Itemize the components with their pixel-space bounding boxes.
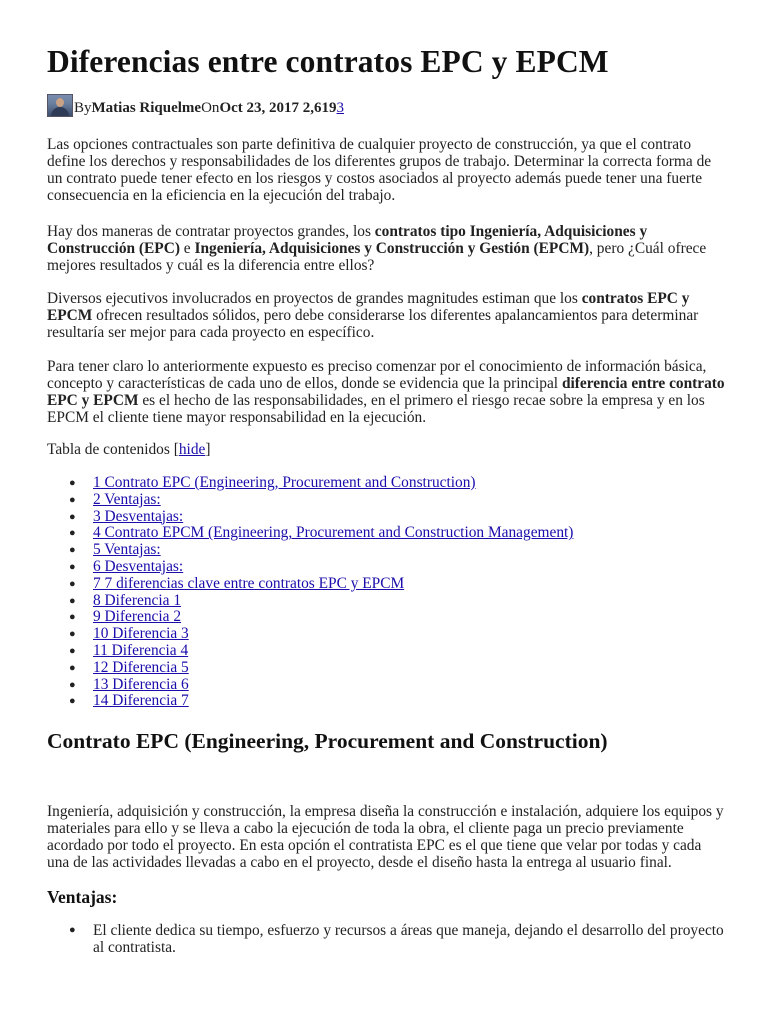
bullet-icon: ● xyxy=(69,611,76,624)
bullet-icon: ● xyxy=(69,527,76,540)
toc-link-10[interactable]: 10 Diferencia 3 xyxy=(93,625,189,643)
toc-link-2[interactable]: 2 Ventajas: xyxy=(93,490,161,508)
bullet-icon: ● xyxy=(69,560,76,573)
byline-on: On xyxy=(201,100,220,116)
toc-link-13[interactable]: 13 Diferencia 6 xyxy=(93,675,189,693)
toc-link-12[interactable]: 12 Diferencia 5 xyxy=(93,658,189,676)
p4-bold: diferencia entre contrato EPC y EPCM xyxy=(47,375,725,409)
bullet-icon: ● xyxy=(69,577,76,590)
p2-text-a: Hay dos maneras de contratar proyectos grandes, los xyxy=(47,223,375,240)
bullet-icon: ● xyxy=(69,695,76,708)
article-title: Diferencias entre contratos EPC y EPCM xyxy=(47,44,609,79)
p3-bold: contratos EPC y EPCM xyxy=(47,290,690,324)
section-heading-epc: Contrato EPC (Engineering, Procurement and Construction) xyxy=(47,729,608,753)
toc-link-6[interactable]: 6 Desventajas: xyxy=(93,557,184,575)
bullet-icon: ● xyxy=(69,678,76,691)
bullet-icon: ● xyxy=(69,493,76,506)
toc-header xyxy=(47,441,210,458)
toc-item xyxy=(47,626,737,643)
intro-paragraph-4 xyxy=(47,358,725,426)
toc-item xyxy=(47,475,737,492)
toc-link-8[interactable]: 8 Diferencia 1 xyxy=(93,591,182,609)
p3-text-c: ofrecen resultados sólidos, pero debe considerarse los diferentes apalancamientos para determinar resultaría ser mejor para cada proyecto en específico. xyxy=(47,307,699,341)
section-epc-body: Ingeniería, adquisición y construcción, la empresa diseña la construcción e instalación, adquiere los equipos y materiales para ello y se lleva a cabo la ejecución de toda la obra, el cliente paga un precio previamente acordado por todo el proyecto. En esta opción el contratista EPC es el que tiene que velar por todas y cada una de las actividades llevadas a cabo en el proyecto, desde el diseño hasta la entrega al usuario final. xyxy=(47,803,724,871)
toc-hide-link[interactable]: hide xyxy=(178,441,206,458)
p3-text-a: Diversos ejecutivos involucrados en proyectos de grandes magnitudes estiman que los xyxy=(47,290,582,307)
intro-paragraph-2 xyxy=(47,223,725,274)
toc-item xyxy=(47,525,737,542)
list-item xyxy=(47,922,727,956)
ventaja-text: El cliente dedica su tiempo, esfuerzo y recursos a áreas que maneja, dejando el desarrollo del proyecto al contratista. xyxy=(93,922,724,956)
p2-bold-epc: contratos tipo Ingeniería, Adquisiciones y Construcción (EPC) xyxy=(47,223,648,257)
ventajas-heading: Ventajas: xyxy=(47,887,118,907)
toc-item xyxy=(47,542,737,559)
toc-item xyxy=(47,509,737,526)
toc-link-9[interactable]: 9 Diferencia 2 xyxy=(93,608,182,626)
p2-bold-epcm: Ingeniería, Adquisiciones y Construcción y Gestión (EPCM) xyxy=(194,240,590,257)
toc-link-3[interactable]: 3 Desventajas: xyxy=(93,507,184,525)
p2-text-e: , pero ¿Cuál ofrece mejores resultados y cuál es la diferencia entre ellos? xyxy=(47,240,707,274)
toc-item xyxy=(47,677,737,694)
p4-text-c: es el hecho de las responsabilidades, en el primero el riesgo recae sobre la empresa y en los EPCM el cliente tiene mayor responsabilidad en la ejecución. xyxy=(47,392,705,426)
toc-link-5[interactable]: 5 Ventajas: xyxy=(93,541,161,559)
toc-item xyxy=(47,559,737,576)
p2-text-c: e xyxy=(179,240,195,257)
toc-link-1[interactable]: 1 Contrato EPC (Engineering, Procurement and Construction) xyxy=(93,474,476,491)
author-link[interactable]: Matias Riquelme xyxy=(91,100,202,116)
byline xyxy=(47,94,344,117)
comments-count-link[interactable]: 3 xyxy=(336,100,345,116)
intro-paragraph-3 xyxy=(47,290,725,341)
byline-by: By xyxy=(74,100,92,116)
toc-item xyxy=(47,492,737,509)
toc-link-7[interactable]: 7 7 diferencias clave entre contratos EPC y EPCM xyxy=(93,574,405,592)
bullet-icon: ● xyxy=(69,477,76,489)
bullet-icon: ● xyxy=(69,628,76,641)
ventajas-list xyxy=(47,922,727,956)
bullet-icon: ● xyxy=(69,644,76,657)
toc-item xyxy=(47,643,737,660)
toc-link-14[interactable]: 14 Diferencia 7 xyxy=(93,692,189,710)
bullet-icon: ● xyxy=(69,594,76,607)
p4-text-a: Para tener claro lo anteriormente expuesto es preciso comenzar por el conocimiento de información básica, concepto y características de cada uno de ellos, donde se evidencia que la principal xyxy=(47,358,707,392)
post-date-views: Oct 23, 2017 2,619 xyxy=(219,100,337,116)
bullet-icon: ● xyxy=(69,924,76,936)
bullet-icon: ● xyxy=(69,510,76,523)
toc-label: Tabla de contenidos [ xyxy=(47,441,179,458)
author-avatar[interactable] xyxy=(47,94,73,117)
toc-item xyxy=(47,593,737,610)
toc-item xyxy=(47,693,737,710)
bullet-icon: ● xyxy=(69,661,76,674)
table-of-contents xyxy=(47,475,737,710)
toc-link-11[interactable]: 11 Diferencia 4 xyxy=(93,641,189,659)
toc-item xyxy=(47,609,737,626)
toc-item xyxy=(47,660,737,677)
toc-link-4[interactable]: 4 Contrato EPCM (Engineering, Procurement and Construction Management) xyxy=(93,524,574,542)
toc-bracket: ] xyxy=(205,441,211,458)
intro-paragraph-1: Las opciones contractuales son parte definitiva de cualquier proyecto de construcción, ya que el contrato define los derechos y responsabilidades de los diferentes grupos de trabajo. Determinar la correcta forma de un contrato puede tener efecto en los riesgos y costos asociados al proyecto además puede tener una fuerte consecuencia en la eficiencia en la ejecución del trabajo. xyxy=(47,136,712,204)
bullet-icon: ● xyxy=(69,544,76,557)
toc-item xyxy=(47,576,737,593)
